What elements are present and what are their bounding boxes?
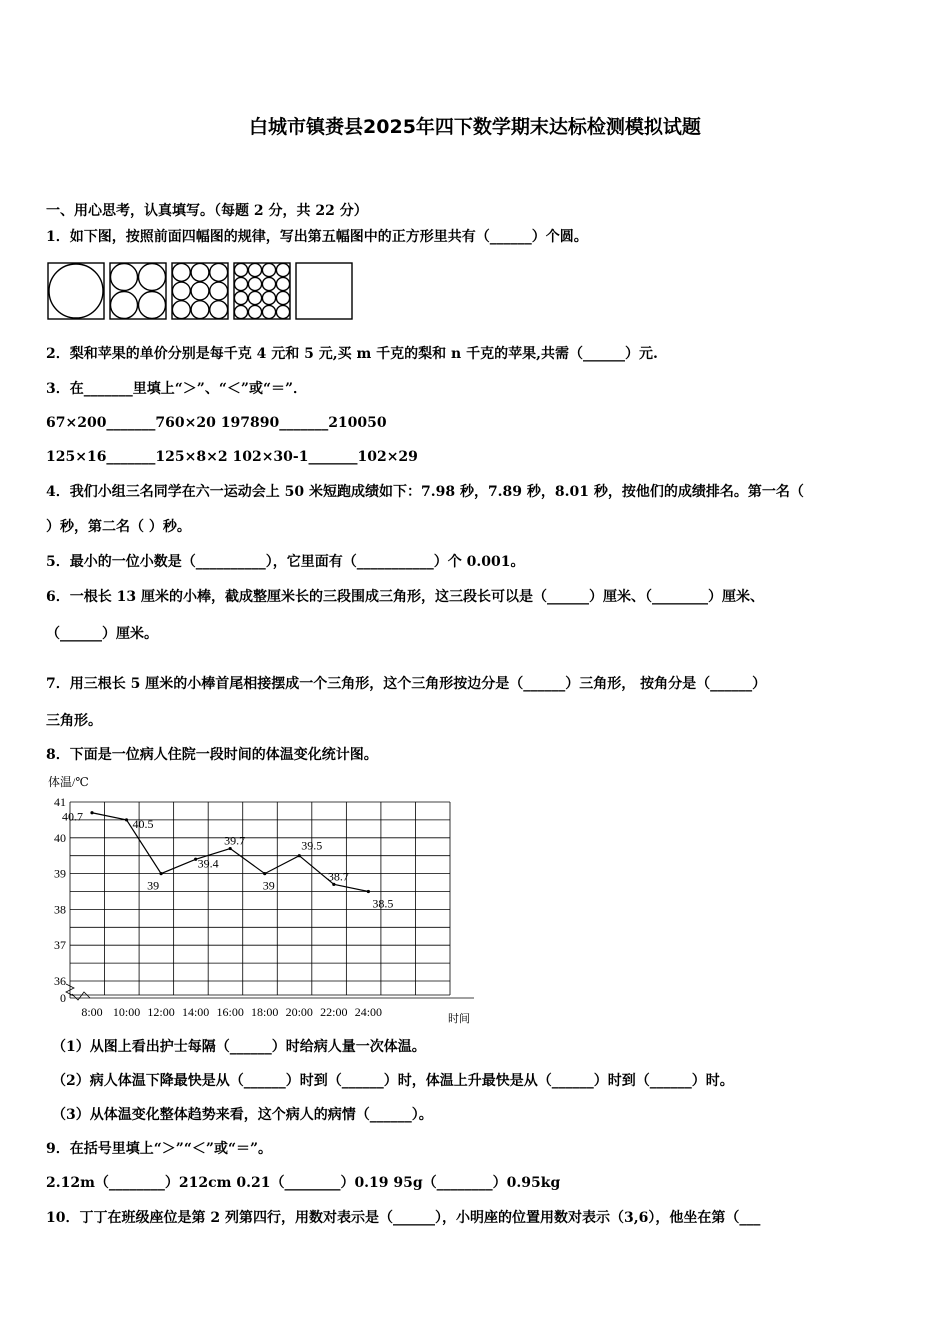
y-axis-label: 体温/℃ <box>48 775 89 789</box>
y-tick-label: 39 <box>54 866 66 881</box>
circle <box>172 282 190 300</box>
question-5: 5．最小的一位小数是（__________），它里面有（___________）个 0.001。 <box>46 554 525 570</box>
circle <box>234 263 247 276</box>
circle <box>248 305 261 318</box>
x-tick-label: 20:00 <box>285 1005 313 1019</box>
circle <box>248 277 261 290</box>
circle <box>191 282 209 300</box>
data-label: 40.7 <box>62 809 83 824</box>
data-label: 39.5 <box>301 838 323 853</box>
x-tick-label: 18:00 <box>251 1005 279 1019</box>
question-6-line-2: （______）厘米。 <box>46 626 158 642</box>
circle <box>49 264 103 318</box>
data-label: 39 <box>262 878 275 893</box>
temperature-line-chart <box>46 772 478 1024</box>
page-title: 白城市镇赉县2025年四下数学期末达标检测模拟试题 <box>249 116 701 138</box>
question-8-part-2: （2）病人体温下降最快是从（______）时到（______）时，体温上升最快是从（______）时到（______）时。 <box>52 1073 734 1089</box>
data-point <box>298 854 301 857</box>
x-tick-label: 24:00 <box>354 1005 383 1019</box>
x-tick-label: 16:00 <box>216 1005 244 1019</box>
data-point <box>125 818 128 821</box>
x-tick-label: 12:00 <box>147 1005 175 1019</box>
circle-pattern-figure <box>46 261 356 323</box>
question-1: 1．如下图，按照前面四幅图的规律，写出第五幅图中的正方形里共有（______）个圆。 <box>46 229 588 245</box>
circle <box>262 263 275 276</box>
data-label: 38.7 <box>327 869 349 884</box>
x-tick-label: 22:00 <box>320 1005 348 1019</box>
question-10: 10．丁丁在班级座位是第 2 列第四行，用数对表示是（______），小明座的位置用数对表示（3,6），他坐在第（___ <box>46 1210 761 1226</box>
question-4-line-1: 4．我们小组三名同学在六一运动会上 50 米短跑成绩如下：7.98 秒，7.89 秒，8.01 秒，按他们的成绩排名。第一名（ <box>46 484 804 500</box>
question-7-line-2: 三角形。 <box>46 713 102 729</box>
circle <box>276 291 289 304</box>
data-label: 39.7 <box>224 833 246 848</box>
y-tick-label: 36 <box>54 974 66 988</box>
question-9-line: 2.12m（________）212cm 0.21（________）0.19 95g（________）0.95kg <box>46 1175 561 1191</box>
circle <box>210 263 228 281</box>
circle <box>248 291 261 304</box>
circle <box>276 277 289 290</box>
y-tick-label: 38 <box>54 902 66 917</box>
data-label: 40.5 <box>132 816 154 831</box>
data-label: 39 <box>147 878 160 893</box>
data-point <box>90 811 93 814</box>
question-8: 8．下面是一位病人住院一段时间的体温变化统计图。 <box>46 747 378 763</box>
question-8-part-3: （3）从体温变化整体趋势来看，这个病人的病情（______）。 <box>52 1107 433 1123</box>
circle <box>276 305 289 318</box>
question-3-line-1: 67×200_______760×20 197890_______210050 <box>46 415 387 431</box>
circle <box>234 277 247 290</box>
question-3: 3．在_______里填上“＞”、“＜”或“＝”． <box>46 381 308 397</box>
x-tick-label: 10:00 <box>112 1005 141 1019</box>
question-8-part-1: （1）从图上看出护士每隔（______）时给病人量一次体温。 <box>52 1039 426 1055</box>
circle <box>234 291 247 304</box>
y-tick-label: 40 <box>54 830 66 845</box>
x-axis-label: 时间 <box>448 1013 470 1024</box>
question-7-line-1: 7．用三根长 5 厘米的小棒首尾相接摆成一个三角形，这个三角形按边分是（______）三角形， 按角分是（______） <box>46 676 767 692</box>
square-1 <box>48 263 104 319</box>
section-heading: 一、用心思考，认真填写。（每题 2 分，共 22 分） <box>46 203 368 219</box>
circle <box>191 263 209 281</box>
square-3 <box>172 263 228 319</box>
data-label: 38.5 <box>372 896 394 911</box>
data-point <box>159 872 162 875</box>
circle <box>191 301 209 319</box>
circle <box>276 263 289 276</box>
axis-break-mark <box>66 984 74 996</box>
circle <box>262 277 275 290</box>
data-label: 39.4 <box>197 856 219 871</box>
y-tick-label: 0 <box>60 991 66 1005</box>
y-tick-label: 41 <box>54 795 66 809</box>
question-3-line-2: 125×16_______125×8×2 102×30-1_______102×29 <box>46 449 418 465</box>
circle <box>248 263 261 276</box>
square-2 <box>110 263 166 319</box>
circle <box>210 282 228 300</box>
y-tick-label: 37 <box>54 938 66 953</box>
circle <box>210 301 228 319</box>
question-6-line-1: 6．一根长 13 厘米的小棒，截成整厘米长的三段围成三角形，这三段长可以是（______）厘米、（________）厘米、 <box>46 589 764 605</box>
question-9: 9．在括号里填上“＞”“＜”或“＝”。 <box>46 1141 273 1157</box>
data-point <box>367 890 370 893</box>
question-4-line-2: ）秒，第二名（ ）秒。 <box>46 519 191 535</box>
x-tick-label: 14:00 <box>181 1005 210 1019</box>
question-2: 2．梨和苹果的单价分别是每千克 4 元和 5 元,买 m 千克的梨和 n 千克的苹果,共需（______）元. <box>46 346 658 362</box>
circle <box>262 305 275 318</box>
data-point <box>263 872 266 875</box>
circle <box>172 263 190 281</box>
axis-break-mark <box>72 992 90 1000</box>
circle <box>262 291 275 304</box>
circle <box>172 301 190 319</box>
square-5 <box>296 263 352 319</box>
x-tick-label: 8:00 <box>81 1005 103 1019</box>
circle <box>234 305 247 318</box>
